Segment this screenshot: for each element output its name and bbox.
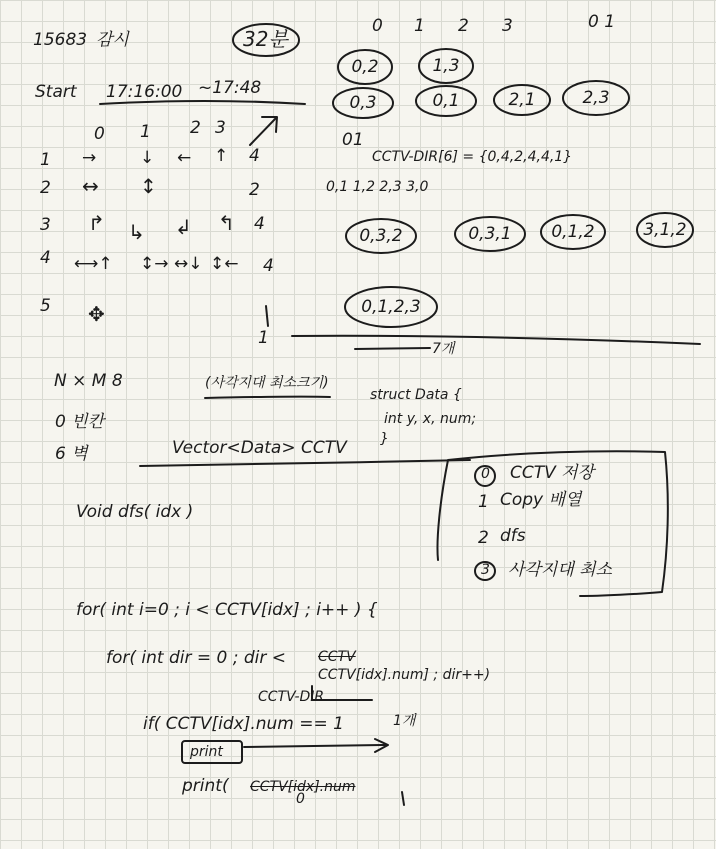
wall-note: 6 벽 [55,444,88,464]
row5-count: 1 [258,328,269,348]
print-call: print( [182,776,229,796]
standalone-01: 01 [342,130,364,150]
arrow-note: 7개 [432,341,455,357]
plan-item-text-2: dfs [500,526,526,546]
plan-item-num-3: 3 [481,562,490,578]
row1-arrow-left: ← [177,148,192,168]
vector-decl: Vector<Data> CCTV [172,438,347,458]
plan-item-text-1: Copy 배열 [500,490,582,510]
note-underline [205,397,330,398]
pair-02: 0,2 [351,57,379,77]
cctv-id-4: 4 [40,248,51,268]
row3-arrow-3: ↰ [218,211,235,235]
struct-line-3: } [380,431,389,447]
top-index-0: 0 [372,16,383,36]
plan-item-text-3: 사각지대 최소 [508,560,612,580]
print-struck-arg: CCTV[idx].num [250,779,356,795]
row2-arrow-horizontal: ↔ [82,174,99,198]
empty-cell-note: 0 빈칸 [55,412,105,432]
cctv-dir-note: CCTV-DIR [258,689,325,705]
row4-arrow-1: ↕→ [140,254,169,274]
pair-03: 0,3 [349,93,377,113]
vector-underline [140,460,470,466]
triple-032: 0,3,2 [359,226,403,246]
cctv-dir-line: CCTV-DIR[6] = {0,4,2,4,4,1} [372,149,573,165]
top-index-1: 1 [414,16,425,36]
print-arg-zero: 0 [296,791,305,807]
pair-23: 2,3 [582,88,610,108]
row3-arrow-1: ↳ [128,220,145,244]
pair-01: 0,1 [432,91,460,111]
struct-line-2: int y, x, num; [384,411,477,427]
row5-arrow-all: ✥ [88,302,105,326]
for-loop-inner-rest: CCTV[idx].num] ; dir++) [318,667,491,683]
vertical-mark [266,306,268,326]
diagonal-arrow [250,118,276,145]
plan-item-num-1: 1 [478,492,489,512]
row1-count: 4 [249,146,260,166]
col-label-0: 0 [94,124,105,144]
short-arrow [355,348,430,349]
col-label-3: 3 [215,118,226,138]
problem-number: 15683 [33,30,88,50]
plan-item-text-0: CCTV 저장 [510,463,595,483]
row3-arrow-0: ↱ [88,211,105,235]
row2-count: 2 [249,180,260,200]
section-underline [292,336,700,344]
row1-arrow-down: ↓ [140,148,155,168]
print-box-label: print [190,744,223,760]
pair-13: 1,3 [432,56,460,76]
top-index-2: 2 [458,16,469,36]
row4-arrow-0: ⟷↑ [74,254,113,274]
start-label: Start [35,82,77,102]
quad-0123: 0,1,2,3 [361,297,421,317]
max-cells-note: (사각지대 최소크기) [205,375,329,391]
top-index-3: 3 [502,16,513,36]
struct-line-1: struct Data { [370,387,462,403]
row3-count: 4 [254,214,265,234]
end-time: ~17:48 [198,78,262,98]
for-loop-struck: CCTV [318,649,356,665]
for-loop-inner: for( int dir = 0 ; dir < [106,648,287,668]
plan-item-num-2: 2 [478,528,489,548]
row4-count: 4 [263,256,274,276]
row1-arrow-up: ↑ [214,146,229,166]
cctv-id-1: 1 [40,150,51,170]
cctv-id-5: 5 [40,296,51,316]
triple-031: 0,3,1 [468,224,512,244]
if-statement: if( CCTV[idx].num == 1 [143,714,344,734]
tick-mark [402,792,404,805]
time-taken: 32분 [243,27,288,51]
seq-line: 0,1 1,2 2,3 3,0 [326,179,429,195]
board-size: N × M 8 [54,371,123,391]
for-loop-outer: for( int i=0 ; i < CCTV[idx] ; i++ ) { [76,600,378,620]
col-label-1: 1 [140,122,151,142]
row4-arrow-2: ↔↓ [174,254,203,274]
row3-arrow-2: ↲ [175,215,192,239]
col-label-2: 2 [190,118,201,138]
cctv-id-2: 2 [40,178,51,198]
print-arrow [244,745,385,747]
row4-arrow-3: ↕← [210,254,239,274]
start-time: 17:16:00 [106,82,183,102]
plan-item-num-0: 0 [481,466,490,482]
cctv-id-3: 3 [40,215,51,235]
row1-arrow-right: → [82,148,97,168]
triple-312: 3,1,2 [643,220,687,240]
triple-012: 0,1,2 [551,222,595,242]
pair-21: 2,1 [508,90,536,110]
dfs-signature: Void dfs( idx ) [76,502,194,522]
problem-title: 감시 [96,30,129,50]
top-right-pair: 0 1 [588,12,616,32]
row2-arrow-vertical: ↕ [140,174,157,198]
if-note: 1개 [393,713,416,729]
